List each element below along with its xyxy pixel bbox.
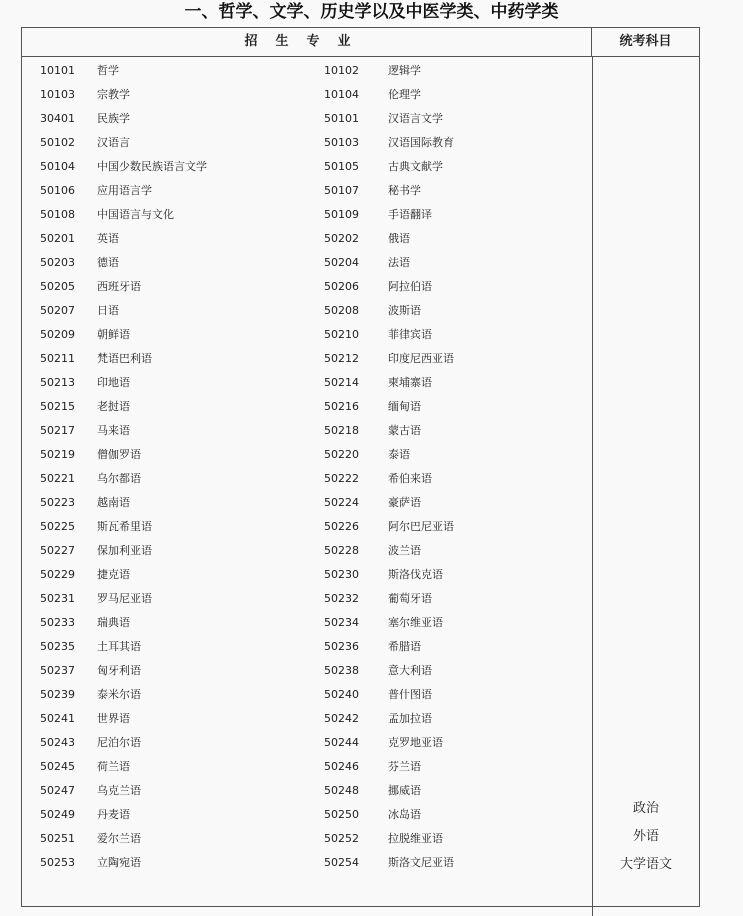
major-code: 50230 xyxy=(324,568,359,581)
major-code: 50107 xyxy=(324,184,359,197)
major-name: 民族学 xyxy=(97,112,130,125)
major-code: 50101 xyxy=(324,112,359,125)
major-name: 马来语 xyxy=(97,424,130,437)
major-code: 50238 xyxy=(324,664,359,677)
major-name: 芬兰语 xyxy=(388,760,421,773)
major-code: 50209 xyxy=(40,328,75,341)
major-code: 50104 xyxy=(40,160,75,173)
table-row xyxy=(22,299,592,323)
major-code: 50246 xyxy=(324,760,359,773)
table-row xyxy=(22,59,592,83)
table-row xyxy=(22,779,592,803)
major-name: 老挝语 xyxy=(97,400,130,413)
major-name: 梵语巴利语 xyxy=(97,352,152,365)
major-code: 50203 xyxy=(40,256,75,269)
table-row xyxy=(22,227,592,251)
major-code: 50227 xyxy=(40,544,75,557)
major-code: 50226 xyxy=(324,520,359,533)
major-name: 日语 xyxy=(97,304,119,317)
table-row xyxy=(22,467,592,491)
major-code: 50206 xyxy=(324,280,359,293)
major-name: 俄语 xyxy=(388,232,410,245)
major-code: 30401 xyxy=(40,112,75,125)
major-name: 缅甸语 xyxy=(388,400,421,413)
major-code: 50249 xyxy=(40,808,75,821)
table-row xyxy=(22,347,592,371)
major-code: 50218 xyxy=(324,424,359,437)
table-row xyxy=(22,443,592,467)
major-name: 柬埔寨语 xyxy=(388,376,432,389)
table-row xyxy=(22,419,592,443)
major-name: 乌尔都语 xyxy=(97,472,141,485)
table-row xyxy=(22,755,592,779)
major-code: 10104 xyxy=(324,88,359,101)
major-code: 50109 xyxy=(324,208,359,221)
major-name: 西班牙语 xyxy=(97,280,141,293)
major-code: 10101 xyxy=(40,64,75,77)
major-name: 宗教学 xyxy=(97,88,130,101)
column-divider xyxy=(592,56,593,916)
major-name: 普什图语 xyxy=(388,688,432,701)
header-subject: 统考科目 xyxy=(619,34,672,49)
major-code: 50254 xyxy=(324,856,359,869)
major-name: 中国语言与文化 xyxy=(97,208,174,221)
major-name: 豪萨语 xyxy=(388,496,421,509)
major-code: 50239 xyxy=(40,688,75,701)
major-name: 罗马尼亚语 xyxy=(97,592,152,605)
table-row xyxy=(22,131,592,155)
major-name: 泰语 xyxy=(388,448,410,461)
major-name: 斯洛文尼亚语 xyxy=(388,856,454,869)
major-code: 50214 xyxy=(324,376,359,389)
major-code: 50215 xyxy=(40,400,75,413)
major-code: 50204 xyxy=(324,256,359,269)
major-code: 50212 xyxy=(324,352,359,365)
major-name: 拉脱维亚语 xyxy=(388,832,443,845)
table-row xyxy=(22,491,592,515)
major-code: 50242 xyxy=(324,712,359,725)
major-code: 50253 xyxy=(40,856,75,869)
major-name: 意大利语 xyxy=(388,664,432,677)
major-code: 50234 xyxy=(324,616,359,629)
major-name: 伦理学 xyxy=(388,88,421,101)
major-name: 手语翻译 xyxy=(388,208,432,221)
table-row xyxy=(22,179,592,203)
major-code: 50105 xyxy=(324,160,359,173)
major-name: 德语 xyxy=(97,256,119,269)
major-name: 乌克兰语 xyxy=(97,784,141,797)
major-name: 逻辑学 xyxy=(388,64,421,77)
major-code: 50207 xyxy=(40,304,75,317)
table-row xyxy=(22,707,592,731)
subject-item: 政治 xyxy=(632,801,659,816)
major-name: 土耳其语 xyxy=(97,640,141,653)
major-code: 50235 xyxy=(40,640,75,653)
major-name: 越南语 xyxy=(97,496,130,509)
major-name: 汉语言 xyxy=(97,136,130,149)
major-code: 50205 xyxy=(40,280,75,293)
major-name: 冰岛语 xyxy=(388,808,421,821)
major-code: 50213 xyxy=(40,376,75,389)
table-row xyxy=(22,563,592,587)
major-name: 葡萄牙语 xyxy=(388,592,432,605)
major-code: 50228 xyxy=(324,544,359,557)
major-code: 10103 xyxy=(40,88,75,101)
major-code: 50247 xyxy=(40,784,75,797)
subject-item: 外语 xyxy=(632,829,659,844)
major-name: 挪威语 xyxy=(388,784,421,797)
table-row xyxy=(22,323,592,347)
major-name: 应用语言学 xyxy=(97,184,152,197)
major-name: 印度尼西亚语 xyxy=(388,352,454,365)
major-code: 50102 xyxy=(40,136,75,149)
major-code: 50252 xyxy=(324,832,359,845)
major-code: 50223 xyxy=(40,496,75,509)
table-row xyxy=(22,107,592,131)
major-name: 泰米尔语 xyxy=(97,688,141,701)
major-name: 古典文献学 xyxy=(388,160,443,173)
major-name: 爱尔兰语 xyxy=(97,832,141,845)
header-major: 招生专业 xyxy=(22,28,592,56)
major-name: 希伯来语 xyxy=(388,472,432,485)
major-code: 50224 xyxy=(324,496,359,509)
major-name: 法语 xyxy=(388,256,410,269)
major-name: 菲律宾语 xyxy=(388,328,432,341)
major-code: 50221 xyxy=(40,472,75,485)
table-row xyxy=(22,83,592,107)
major-code: 10102 xyxy=(324,64,359,77)
major-name: 丹麦语 xyxy=(97,808,130,821)
major-code: 50210 xyxy=(324,328,359,341)
major-name: 英语 xyxy=(97,232,119,245)
major-code: 50108 xyxy=(40,208,75,221)
major-code: 50243 xyxy=(40,736,75,749)
major-name: 捷克语 xyxy=(97,568,130,581)
major-code: 50217 xyxy=(40,424,75,437)
major-name: 阿尔巴尼亚语 xyxy=(388,520,454,533)
major-code: 50222 xyxy=(324,472,359,485)
major-code: 50225 xyxy=(40,520,75,533)
subject-list xyxy=(593,795,699,879)
subject-item: 大学语文 xyxy=(619,857,672,872)
major-code: 50250 xyxy=(324,808,359,821)
major-list xyxy=(22,59,592,875)
major-code: 50219 xyxy=(40,448,75,461)
major-name: 波斯语 xyxy=(388,304,421,317)
table-row xyxy=(22,683,592,707)
major-code: 50241 xyxy=(40,712,75,725)
major-name: 荷兰语 xyxy=(97,760,130,773)
major-code: 50106 xyxy=(40,184,75,197)
major-name: 克罗地亚语 xyxy=(388,736,443,749)
major-name: 立陶宛语 xyxy=(97,856,141,869)
table-row xyxy=(22,371,592,395)
table-header xyxy=(22,28,699,57)
major-name: 斯洛伐克语 xyxy=(388,568,443,581)
major-name: 尼泊尔语 xyxy=(97,736,141,749)
major-code: 50236 xyxy=(324,640,359,653)
major-name: 孟加拉语 xyxy=(388,712,432,725)
table-row xyxy=(22,659,592,683)
major-code: 50232 xyxy=(324,592,359,605)
major-name: 印地语 xyxy=(97,376,130,389)
table-row xyxy=(22,275,592,299)
major-code: 50208 xyxy=(324,304,359,317)
major-code: 50240 xyxy=(324,688,359,701)
table-row xyxy=(22,203,592,227)
major-name: 僧伽罗语 xyxy=(97,448,141,461)
major-code: 50248 xyxy=(324,784,359,797)
major-name: 秘书学 xyxy=(388,184,421,197)
major-name: 朝鲜语 xyxy=(97,328,130,341)
major-code: 50231 xyxy=(40,592,75,605)
table-row xyxy=(22,587,592,611)
table-row xyxy=(22,251,592,275)
major-code: 50237 xyxy=(40,664,75,677)
table-row xyxy=(22,155,592,179)
major-name: 汉语国际教育 xyxy=(388,136,454,149)
major-name: 瑞典语 xyxy=(97,616,130,629)
major-code: 50216 xyxy=(324,400,359,413)
table-row xyxy=(22,851,592,875)
major-name: 希腊语 xyxy=(388,640,421,653)
major-name: 波兰语 xyxy=(388,544,421,557)
table-row xyxy=(22,827,592,851)
table-row xyxy=(22,395,592,419)
major-code: 50245 xyxy=(40,760,75,773)
major-name: 阿拉伯语 xyxy=(388,280,432,293)
table-row xyxy=(22,803,592,827)
major-name: 匈牙利语 xyxy=(97,664,141,677)
major-code: 50220 xyxy=(324,448,359,461)
major-name: 哲学 xyxy=(97,64,119,77)
table-row xyxy=(22,635,592,659)
major-name: 汉语言文学 xyxy=(388,112,443,125)
major-name: 世界语 xyxy=(97,712,130,725)
table-row xyxy=(22,539,592,563)
major-code: 50202 xyxy=(324,232,359,245)
table-row xyxy=(22,515,592,539)
major-code: 50229 xyxy=(40,568,75,581)
major-name: 塞尔维亚语 xyxy=(388,616,443,629)
table-row xyxy=(22,731,592,755)
major-code: 50233 xyxy=(40,616,75,629)
major-name: 斯瓦希里语 xyxy=(97,520,152,533)
major-name: 蒙古语 xyxy=(388,424,421,437)
major-code: 50201 xyxy=(40,232,75,245)
major-name: 中国少数民族语言文学 xyxy=(97,160,207,173)
major-code: 50211 xyxy=(40,352,75,365)
major-table xyxy=(21,27,700,907)
major-code: 50244 xyxy=(324,736,359,749)
major-name: 保加利亚语 xyxy=(97,544,152,557)
major-code: 50251 xyxy=(40,832,75,845)
page-title: 一、哲学、文学、历史学以及中医学类、中药学类 xyxy=(184,2,559,22)
major-code: 50103 xyxy=(324,136,359,149)
table-row xyxy=(22,611,592,635)
